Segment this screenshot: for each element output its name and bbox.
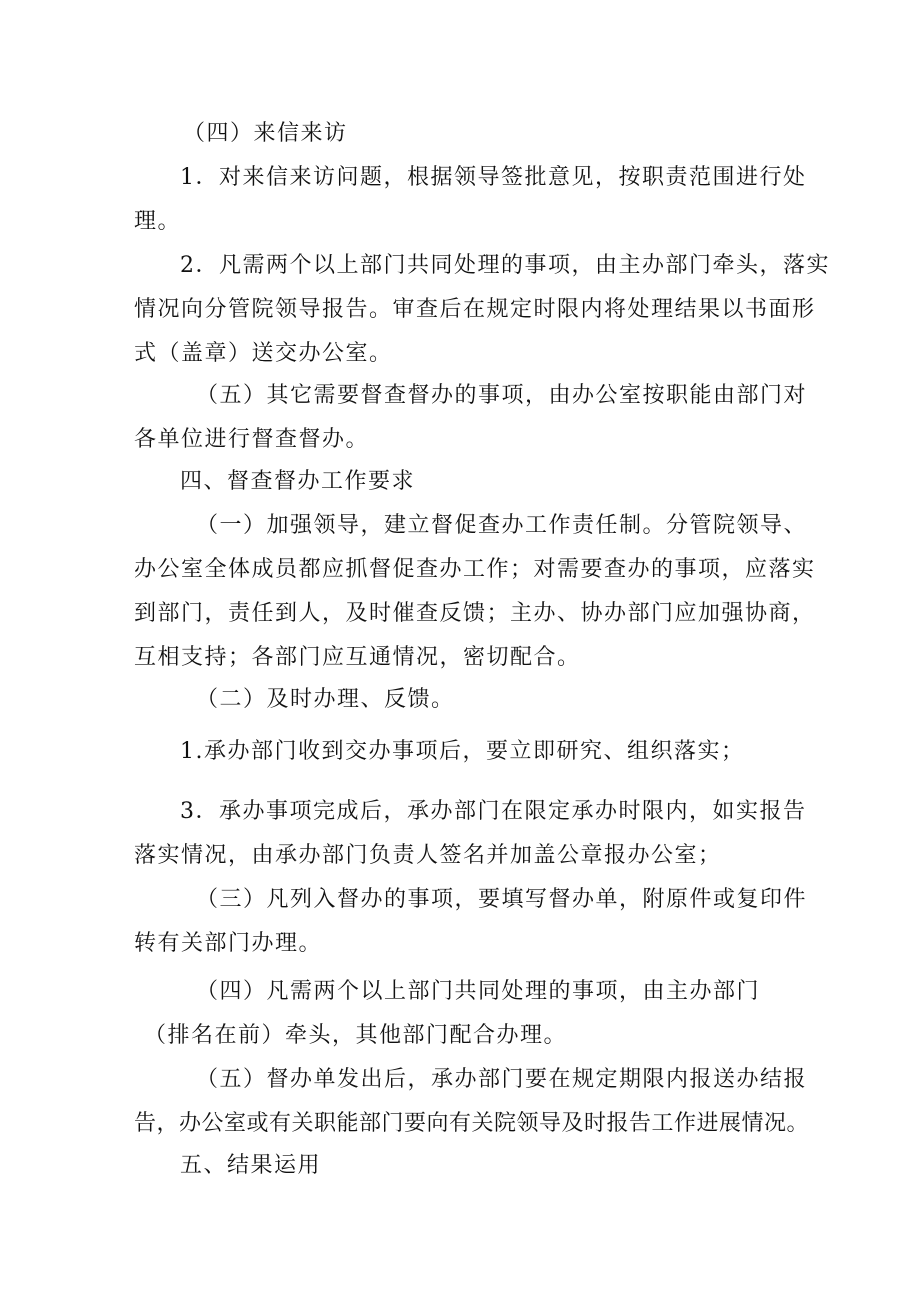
text-line: （四）凡需两个以上部门共同处理的事项，由主办部门 bbox=[196, 979, 761, 1004]
text-line: 告，办公室或有关职能部门要向有关院领导及时报告工作进展情况。 bbox=[134, 1111, 810, 1136]
text-line: （四）来信来访 bbox=[183, 121, 348, 146]
text-line: 办公室全体成员都应抓督促查办工作；对需要查办的事项，应落实 bbox=[134, 557, 816, 582]
text-line: 到部门，责任到人，及时催查反馈；主办、协办部门应加强协商， bbox=[134, 601, 816, 626]
section-heading: 五、结果运用 bbox=[180, 1153, 322, 1178]
text-line: 2．凡需两个以上部门共同处理的事项，由主办部门牵头，落实 bbox=[180, 253, 830, 278]
section-heading: 四、督查督办工作要求 bbox=[180, 469, 416, 494]
text-line: 3．承办事项完成后，承办部门在限定承办时限内，如实报告 bbox=[180, 799, 807, 824]
text-line: 情况向分管院领导报告。审查后在规定时限内将处理结果以书面形 bbox=[134, 297, 816, 322]
text-line: （二）及时办理、反馈。 bbox=[196, 687, 455, 712]
text-line: 式（盖章）送交办公室。 bbox=[134, 341, 393, 366]
text-line: 各单位进行督查督办。 bbox=[134, 427, 370, 452]
text-line: （三）凡列入督办的事项，要填写督办单，附原件或复印件 bbox=[196, 887, 808, 912]
text-line: 1.承办部门收到交办事项后，要立即研究、组织落实； bbox=[180, 739, 745, 764]
text-line: 落实情况，由承办部门负责人签名并加盖公章报办公室； bbox=[134, 843, 722, 868]
text-line: 1．对来信来访问题，根据领导签批意见，按职责范围进行处 bbox=[180, 165, 807, 190]
text-line: 转有关部门办理。 bbox=[134, 931, 323, 956]
text-line: （五）督办单发出后，承办部门要在规定期限内报送办结报 bbox=[196, 1067, 808, 1092]
text-line: （一）加强领导，建立督促查办工作责任制。分管院领导、 bbox=[196, 513, 808, 538]
text-line: 理。 bbox=[134, 209, 182, 234]
text-line: （排名在前）牵头，其他部门配合办理。 bbox=[144, 1023, 568, 1048]
text-line: 互相支持；各部门应互通情况，密切配合。 bbox=[134, 645, 581, 670]
text-line: （五）其它需要督查督办的事项，由办公室按职能由部门对 bbox=[196, 383, 808, 408]
